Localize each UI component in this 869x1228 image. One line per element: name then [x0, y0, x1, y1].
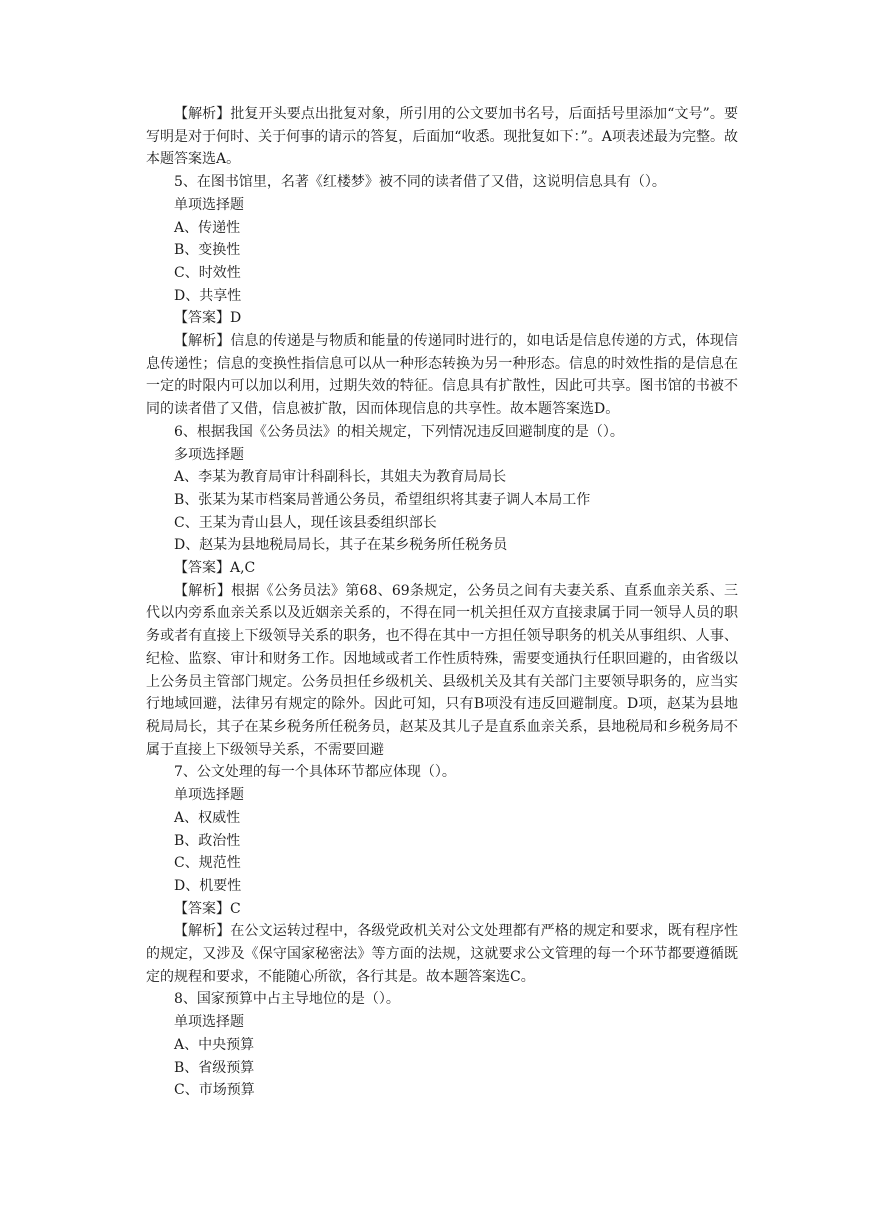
- question-6: 6、根据我国《公务员法》的相关规定，下列情况违反回避制度的是（）。: [174, 423, 624, 440]
- answer: 【答案】C: [174, 900, 241, 917]
- question-8: 8、国家预算中占主导地位的是（）。: [174, 991, 400, 1008]
- question-type: 单项选择题: [174, 787, 244, 804]
- option-a: A、中央预算: [174, 1036, 255, 1053]
- option-c: C、王某为青山县人，现任该县委组织部长: [174, 514, 437, 531]
- option-d: D、共享性: [174, 287, 242, 304]
- answer: 【答案】D: [174, 310, 242, 327]
- option-b: B、张某为某市档案局普通公务员，希望组织将其妻子调人本局工作: [174, 491, 591, 508]
- document-body: [146, 103, 738, 1102]
- option-c: C、规范性: [174, 855, 241, 872]
- question-type: 单项选择题: [174, 196, 244, 213]
- question-type: 单项选择题: [174, 1014, 244, 1031]
- question-type: 多项选择题: [174, 446, 244, 463]
- option-d: D、赵某为县地税局局长，其子在某乡税务所任税务员: [174, 537, 508, 554]
- option-b: B、变换性: [174, 242, 241, 259]
- option-b: B、政治性: [174, 832, 241, 849]
- analysis-paragraph: 【解析】在公文运转过程中，各级党政机关对公文处理都有严格的规定和要求，既有程序性的规定，又涉及《保守国家秘密法》等方面的法规，这就要求公文管理的每一个环节都要遵循既定的规程和要求，不能随心所欲，各行其是。故本题答案选C。: [146, 923, 738, 985]
- analysis-paragraph: 【解析】根据《公务员法》第68、69条规定，公务员之间有夫妻关系、直系血亲关系、三代以内旁系血亲关系以及近姻亲关系的，不得在同一机关担任双方直接隶属于同一领导人员的职务或者有直接上下级领导关系的职务，也不得在其中一方担任领导职务的机关从事组织、人事、纪检、监察、审计和财务工作。因地域或者工作性质特殊，需要变通执行任职回避的，由省级以上公务员主管部门规定。公务员担任乡级机关、县级机关及其有关部门主要领导职务的，应当实行地域回避，法律另有规定的除外。因此可知，只有B项没有违反回避制度。D项，赵某为县地税局局长，其子在某乡税务所任税务员，赵某及其儿子是直系血亲关系，县地税局和乡税务局不属于直接上下级领导关系，不需要回避: [146, 582, 738, 758]
- analysis-paragraph: 【解析】信息的传递是与物质和能量的传递同时进行的，如电话是信息传递的方式，体现信息传递性；信息的变换性指信息可以从一种形态转换为另一种形态。信息的时效性指的是信息在一定的时限内可以加以利用，过期失效的特征。信息具有扩散性，因此可共享。图书馆的书被不同的读者借了又借，信息被扩散，因而体现信息的共享性。故本题答案选D。: [146, 333, 738, 418]
- option-c: C、时效性: [174, 264, 241, 281]
- option-a: A、权威性: [174, 809, 241, 826]
- option-a: A、李某为教育局审计科副科长，其姐夫为教育局局长: [174, 469, 507, 486]
- option-a: A、传递性: [174, 219, 241, 236]
- analysis-paragraph: 【解析】批复开头要点出批复对象，所引用的公文要加书名号，后面括号里添加“文号”。要写明是对于何时、关于何事的请示的答复，后面加“收悉。现批复如下：”。A项表述最为完整。故本题答案选A。: [146, 106, 738, 168]
- option-b: B、省级预算: [174, 1059, 255, 1076]
- option-c: C、市场预算: [174, 1082, 255, 1099]
- question-5: 5、在图书馆里，名著《红楼梦》被不同的读者借了又借，这说明信息具有（）。: [174, 174, 666, 191]
- option-d: D、机要性: [174, 877, 242, 894]
- question-7: 7、公文处理的每一个具体环节都应体现（）。: [174, 764, 456, 781]
- answer: 【答案】A,C: [174, 560, 256, 577]
